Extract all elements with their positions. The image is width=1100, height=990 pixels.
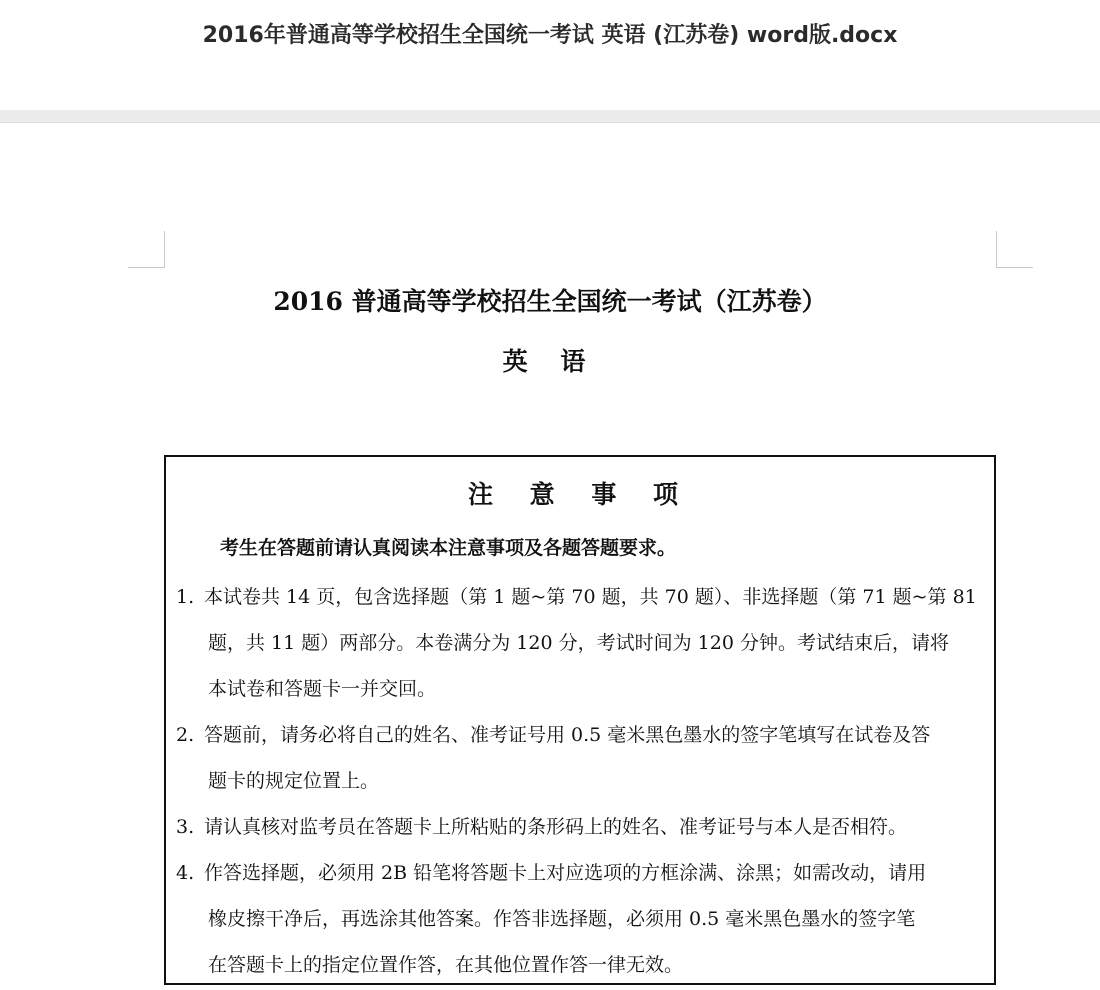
notice-item-3 — [176, 804, 988, 850]
margin-corner-top-left — [128, 231, 165, 268]
notice-item-1 — [176, 574, 988, 712]
document-filename: 2016年普通高等学校招生全国统一考试 英语 (江苏卷) word版.docx — [202, 23, 898, 48]
item-line: 请认真核对监考员在答题卡上所粘贴的条形码上的姓名、准考证号与本人是否相符。 — [204, 816, 908, 838]
item-line: 题，共 11 题）两部分。本卷满分为 120 分，考试时间为 120 分钟。考试结束后，请将 — [208, 632, 949, 654]
item-line: 答题前，请务必将自己的姓名、准考证号用 0.5 毫米黑色墨水的签字笔填写在试卷及答 — [204, 724, 931, 746]
exam-title: 2016 普通高等学校招生全国统一考试（江苏卷） — [273, 287, 827, 316]
notice-item-4 — [176, 850, 988, 988]
item-line: 题卡的规定位置上。 — [208, 770, 380, 792]
item-number: 1. — [176, 586, 195, 608]
item-number: 3. — [176, 816, 195, 838]
item-number: 2. — [176, 724, 195, 746]
notice-item-2 — [176, 712, 988, 804]
notice-box — [164, 455, 996, 985]
notice-intro: 考生在答题前请认真阅读本注意事项及各题答题要求。 — [220, 537, 677, 559]
exam-subject: 英 语 — [502, 347, 598, 376]
item-line: 本试卷共 14 页，包含选择题（第 1 题~第 70 题，共 70 题）、非选择题（第 71 题~第 81 — [204, 586, 977, 608]
item-line: 在答题卡上的指定位置作答，在其他位置作答一律无效。 — [208, 954, 684, 976]
notice-heading: 注 意 事 项 — [467, 480, 693, 509]
notice-items — [176, 574, 988, 988]
item-number: 4. — [176, 862, 195, 884]
item-line: 作答选择题，必须用 2B 铅笔将答题卡上对应选项的方框涂满、涂黑；如需改动，请用 — [204, 862, 927, 884]
item-line: 本试卷和答题卡一并交回。 — [208, 678, 437, 700]
title-bar — [0, 0, 1100, 110]
item-line: 橡皮擦干净后，再选涂其他答案。作答非选择题，必须用 0.5 毫米黑色墨水的签字笔 — [208, 908, 916, 930]
toolbar-divider — [0, 110, 1100, 123]
margin-corner-top-right — [996, 231, 1033, 268]
